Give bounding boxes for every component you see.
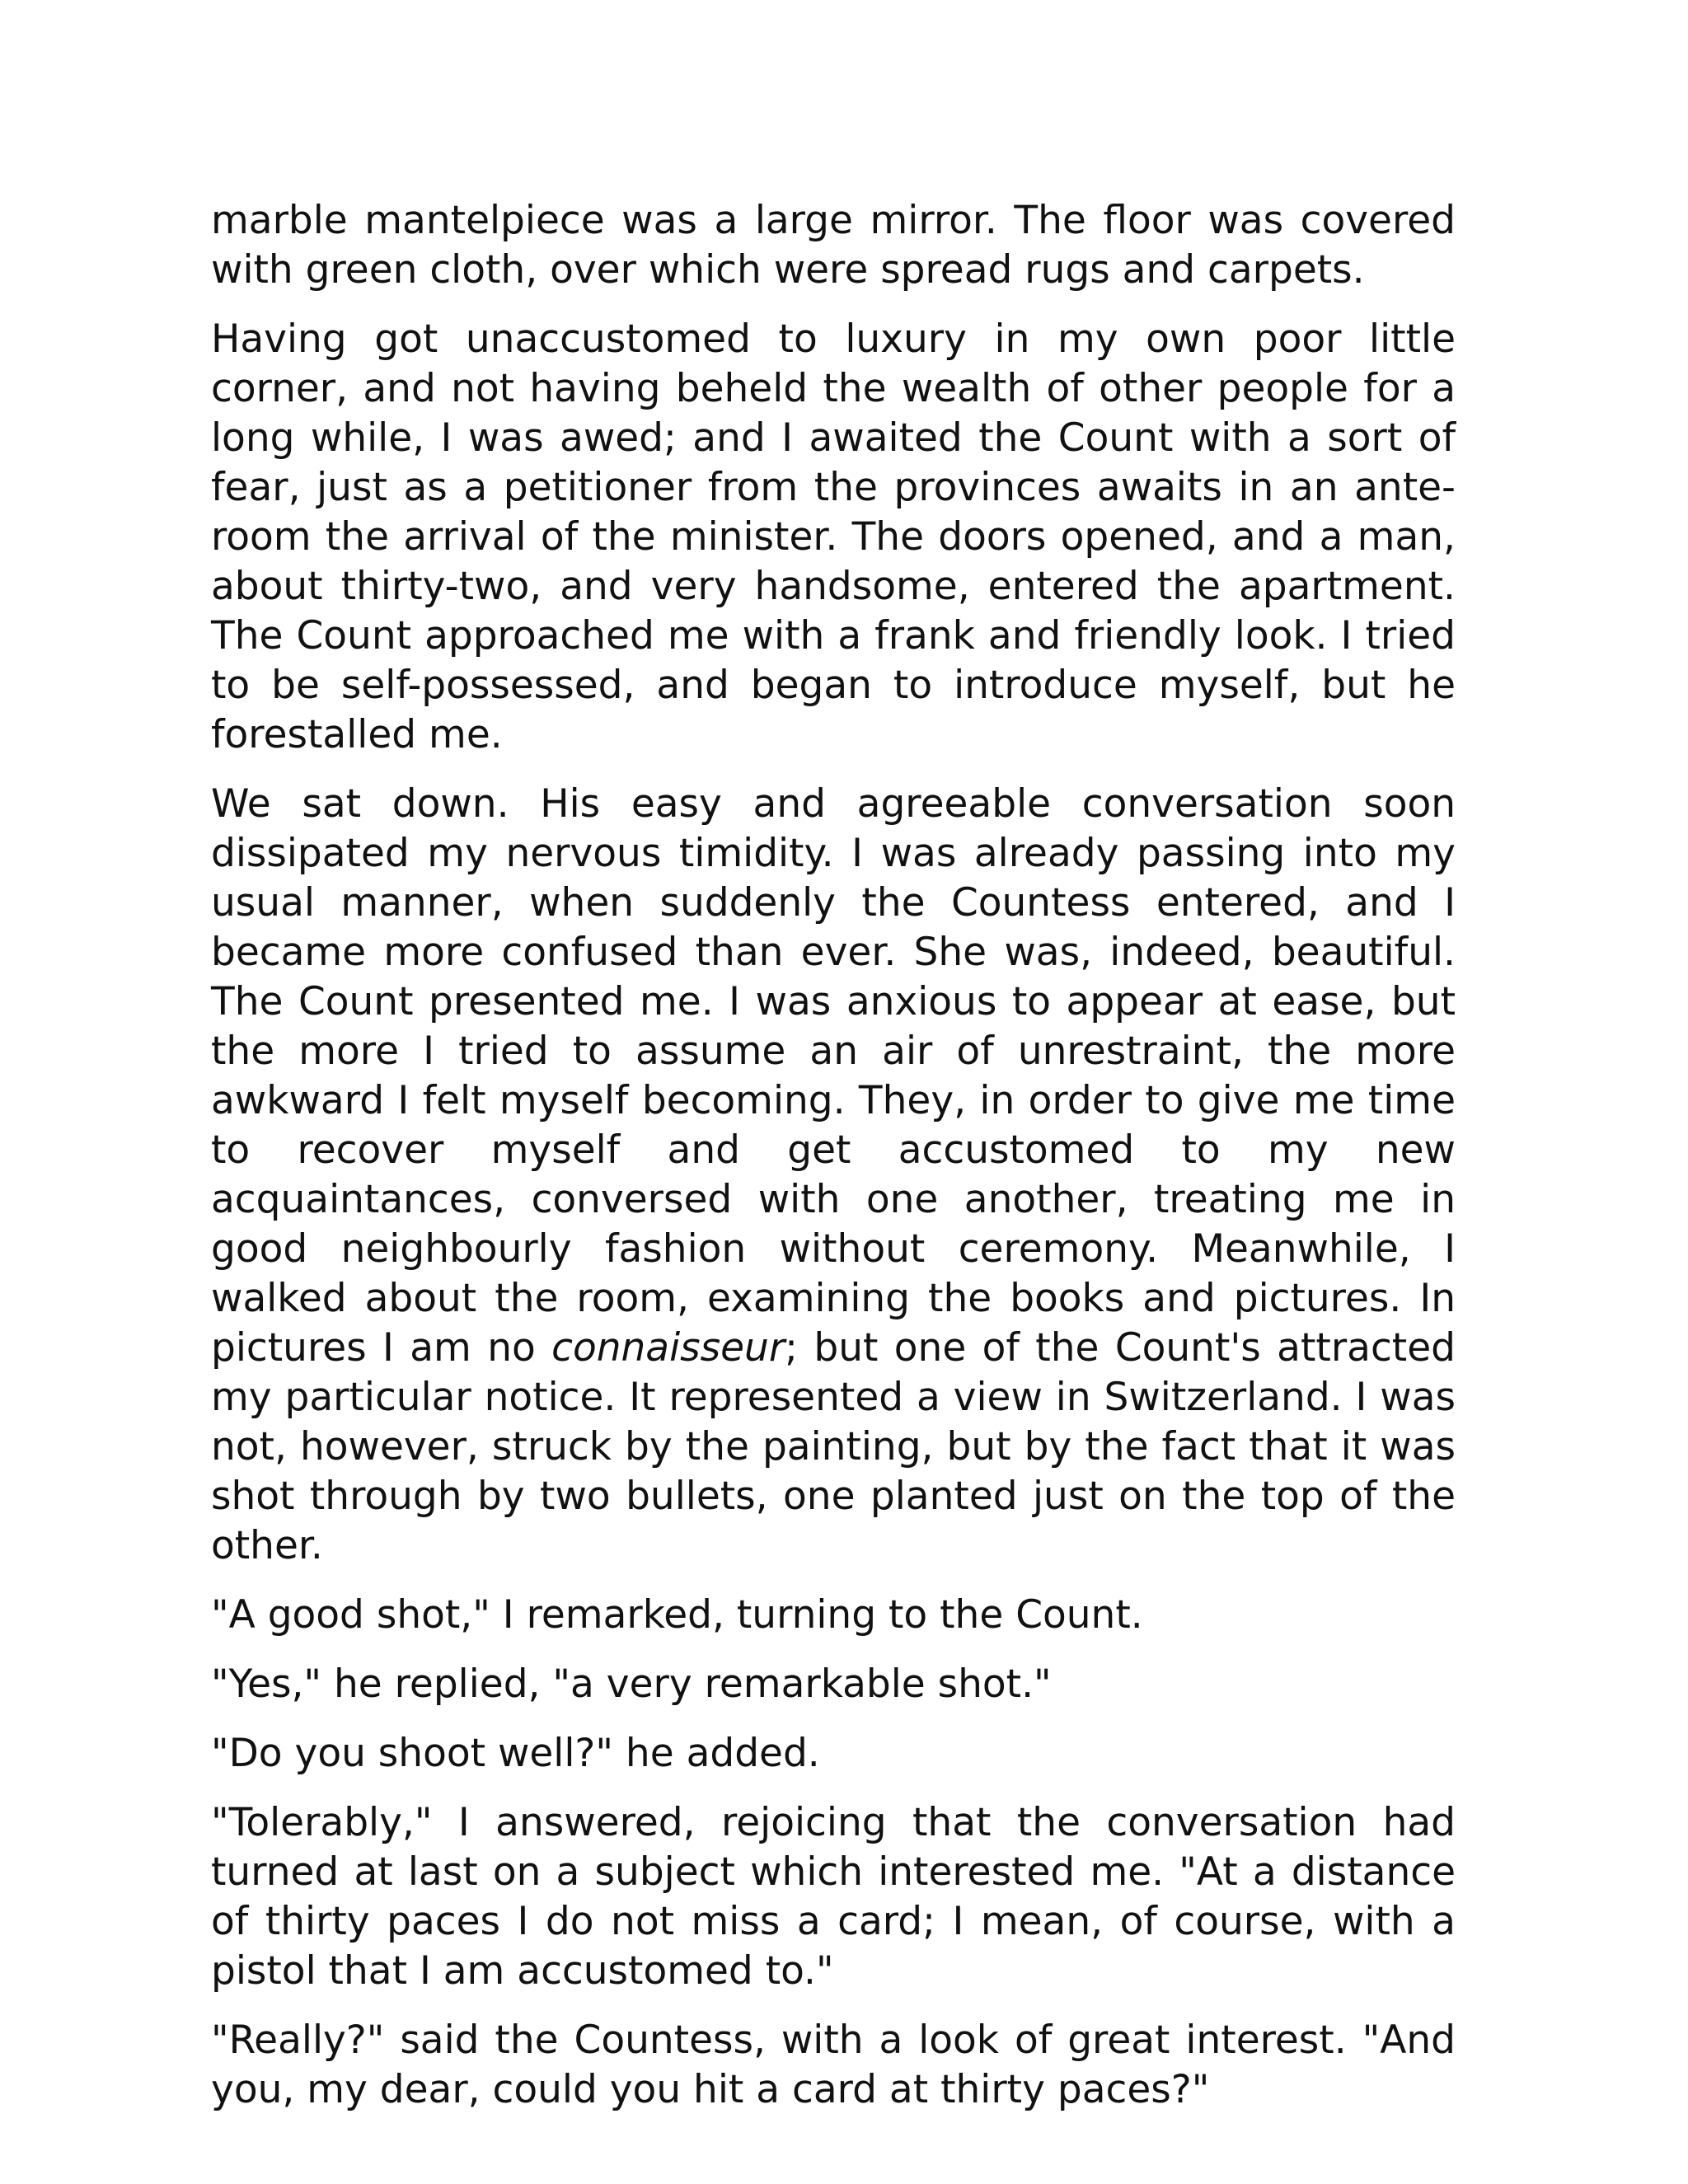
paragraph-mantelpiece: marble mantelpiece was a large mirror. The floor was covered with green cloth, over which were spread rugs and carpets. [211,198,1456,293]
document-page [211,196,1456,2135]
paragraph-countess-question: "Really?" said the Countess, with a look of great interest. "And you, my dear, could you hit a card at thirty paces?" [211,2018,1456,2112]
paragraph-text-after-italic: ; but one of the Count's attracted my particular notice. It represented a view in Switzerland. I was not, however, struck by the painting, but by the fact that it was shot through by two bullets, one planted just on the top of the other. [211,1325,1456,1568]
paragraph-tolerably: "Tolerably," I answered, rejoicing that the conversation had turned at last on a subject which interested me. "At a distance of thirty paces I do not miss a card; I mean, of course, with a pistol that I am accustomed to." [211,1800,1456,1994]
paragraph-text-before-italic: We sat down. His easy and agreeable conversation soon dissipated my nervous timidity. I was already passing into my usual manner, when suddenly the Countess entered, and I became more confused than ever. She was, indeed, beautiful. The Count presented me. I was anxious to appear at ease, but the more I tried to assume an air of unrestraint, the more awkward I felt myself becoming. They, in order to give me time to recover myself and get accustomed to my new acquaintances, conversed with one another, treating me in good neighbourly fashion without ceremony. Meanwhile, I walked about the room, examining the books and pictures. In pictures I am no [211,781,1456,1371]
paragraph-shoot-well: "Do you shoot well?" he added. [211,1731,820,1776]
paragraph-remarkable-shot: "Yes," he replied, "a very remarkable shot." [211,1661,1052,1707]
italic-word-connaisseur: connaisseur [551,1325,785,1371]
paragraph-countess-entered [211,780,1456,1571]
paragraph-awaiting-count: Having got unaccustomed to luxury in my own poor little corner, and not having beheld the wealth of other people for a long while, I was awed; and I awaited the Count with a sort of fear, just as a petitioner from the provinces awaits in an ante-room the arrival of the minister. The doors opened, and a man, about thirty-two, and very handsome, entered the apartment. The Count approached me with a frank and friendly look. I tried to be self-possessed, and began to introduce myself, but he forestalled me. [211,316,1456,757]
paragraph-good-shot: "A good shot," I remarked, turning to the Count. [211,1592,1143,1638]
